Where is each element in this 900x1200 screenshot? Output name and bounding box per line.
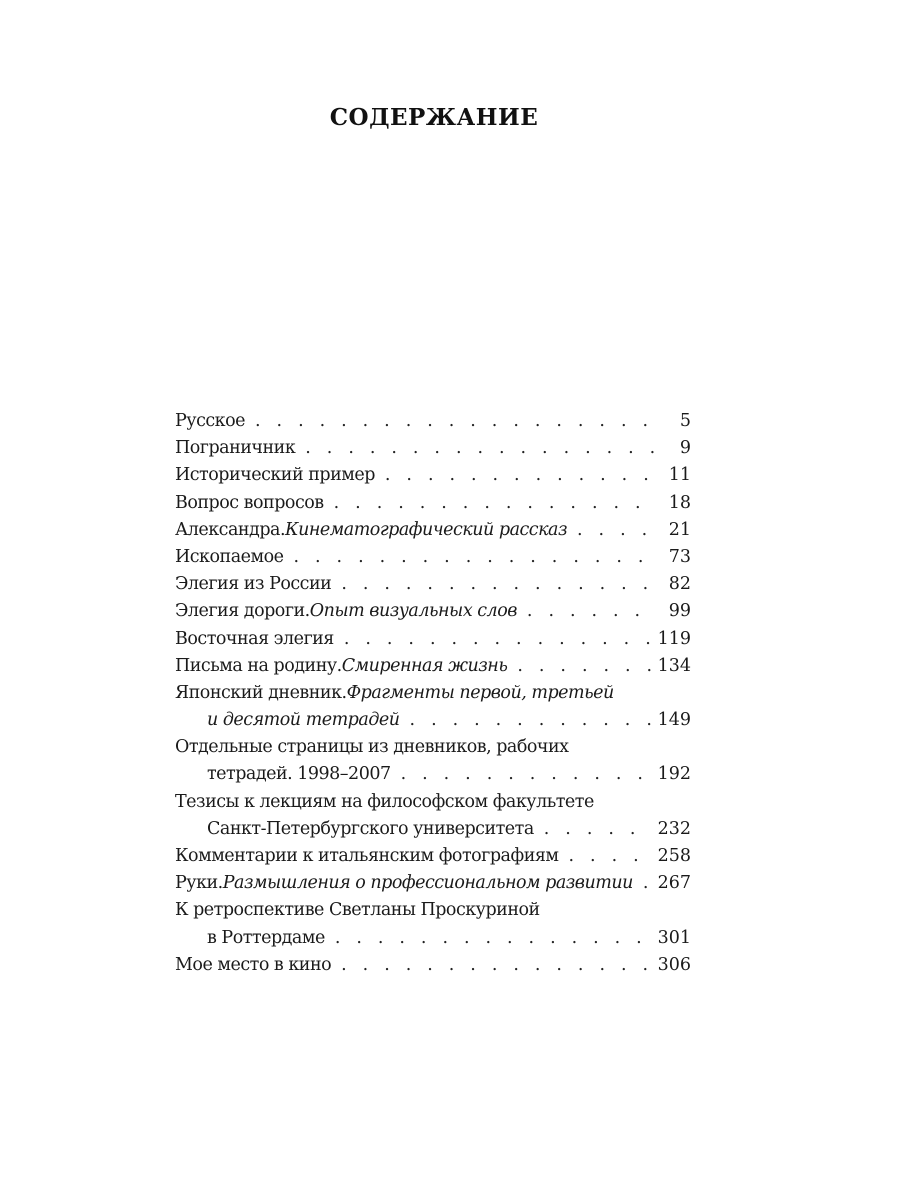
toc-entry-title: К ретроспективе Светланы Проскуриной (175, 900, 540, 921)
toc-entry[interactable] (175, 734, 691, 788)
toc-entry[interactable] (175, 462, 691, 489)
toc-entry-subtitle: Размышления о профессиональном развитии (222, 873, 633, 894)
toc-entry[interactable] (175, 544, 691, 571)
toc-entry-line (175, 490, 691, 517)
toc-entry-title: Отдельные страницы из дневников, рабочих (175, 737, 569, 758)
toc-entry-title: Русское (175, 411, 246, 431)
toc-entry-line (175, 761, 691, 788)
toc-page-number: 149 (657, 710, 691, 731)
toc-page-number: 5 (679, 411, 691, 431)
dot-leader (401, 761, 652, 788)
toc-entry-title: Пограничник (175, 438, 296, 459)
toc-entry-title: Элегия дороги. (175, 601, 310, 622)
toc-page-number: 301 (657, 927, 691, 948)
page-title: СОДЕРЖАНИЕ (329, 104, 539, 131)
toc-entry-line (175, 462, 691, 489)
toc-entry[interactable] (175, 571, 691, 598)
dot-leader (335, 925, 652, 952)
toc-entry-subtitle: Кинематографический рассказ (285, 519, 568, 540)
dot-leader (577, 517, 655, 544)
toc-entry-title: Мое место в кино (175, 954, 332, 975)
toc-entry-line (175, 544, 691, 571)
toc-entry-line (175, 952, 691, 979)
toc-entry-line (175, 408, 691, 435)
toc-page-number: 73 (668, 546, 691, 567)
toc-page-number: 99 (668, 601, 691, 622)
toc-page-number: 21 (668, 519, 691, 540)
toc-entry-line (175, 653, 691, 680)
toc-page-number: 232 (657, 818, 691, 839)
toc-entry-title: Письма на родину. (175, 655, 342, 676)
dot-leader (305, 435, 655, 462)
toc-page-number: 18 (668, 492, 691, 513)
toc-entry-line (175, 897, 691, 924)
toc-entry-line (175, 517, 691, 544)
toc-page-number: 82 (668, 574, 691, 595)
toc-entry-line (175, 843, 691, 870)
toc-entry-title: Восточная элегия (175, 628, 334, 649)
toc-entry-line (175, 925, 691, 952)
toc-entry-subtitle: Опыт визуальных слов (309, 601, 517, 622)
toc-entry-line (175, 816, 691, 843)
toc-entry-title: Исторический пример (175, 465, 375, 486)
dot-leader (410, 707, 652, 734)
toc-entry-line (175, 680, 691, 707)
toc-entry-title: Японский дневник. (175, 682, 347, 703)
dot-leader (344, 626, 652, 653)
dot-leader (294, 544, 656, 571)
dot-leader (341, 571, 655, 598)
toc-page-number: 267 (657, 873, 691, 894)
toc-entry[interactable] (175, 843, 691, 870)
dot-leader (527, 598, 655, 625)
dot-leader (569, 843, 652, 870)
toc-entry[interactable] (175, 680, 691, 734)
toc-entry[interactable] (175, 653, 691, 680)
toc-entry-title: Тезисы к лекциям на философском факультете (175, 791, 594, 812)
dot-leader (544, 816, 652, 843)
toc-entry-title: тетрадей. 1998–2007 (207, 764, 391, 785)
dot-leader (643, 870, 652, 897)
toc-entry-line (175, 789, 691, 816)
toc-entry-line (175, 598, 691, 625)
toc-entry-title: Санкт-Петербургского университета (207, 818, 534, 839)
dot-leader (385, 462, 655, 489)
toc-entry-title: Ископаемое (175, 546, 284, 567)
dot-leader (341, 952, 651, 979)
toc-entry[interactable] (175, 598, 691, 625)
toc-page-number: 9 (679, 438, 691, 459)
toc-entry[interactable] (175, 490, 691, 517)
toc-entry[interactable] (175, 952, 691, 979)
toc-page-number: 134 (657, 655, 691, 676)
toc-entry[interactable] (175, 517, 691, 544)
toc-entry-line (175, 626, 691, 653)
toc-page-number: 258 (657, 846, 691, 866)
dot-leader (255, 408, 655, 435)
toc-entry-title: Комментарии к итальянским фотографиям (175, 846, 559, 866)
toc-entry-subtitle: Фрагменты первой, третьей (346, 682, 614, 703)
table-of-contents (175, 408, 691, 979)
toc-entry[interactable] (175, 897, 691, 951)
toc-entry-title: Элегия из России (175, 574, 332, 595)
toc-entry-line (175, 707, 691, 734)
toc-entry-title: Руки. (175, 873, 223, 894)
toc-entry[interactable] (175, 435, 691, 462)
toc-entry-line (175, 435, 691, 462)
toc-page-number: 119 (657, 628, 691, 649)
toc-entry-subtitle: Смиренная жизнь (341, 655, 508, 676)
toc-entry-line (175, 734, 691, 761)
toc-entry-line (175, 571, 691, 598)
toc-entry[interactable] (175, 408, 691, 435)
toc-entry-title: Вопрос вопросов (175, 492, 324, 513)
toc-page-number: 11 (668, 465, 691, 486)
toc-entry[interactable] (175, 626, 691, 653)
toc-entry-line (175, 870, 691, 897)
toc-entry[interactable] (175, 870, 691, 897)
toc-entry-title: в Роттердаме (207, 927, 325, 948)
toc-entry-subtitle: и десятой тетрадей (207, 710, 400, 731)
dot-leader (334, 490, 655, 517)
toc-entry[interactable] (175, 789, 691, 843)
toc-page-number: 306 (657, 954, 691, 975)
dot-leader (517, 653, 651, 680)
toc-page-number: 192 (657, 764, 691, 785)
toc-entry-title: Александра. (175, 519, 286, 540)
